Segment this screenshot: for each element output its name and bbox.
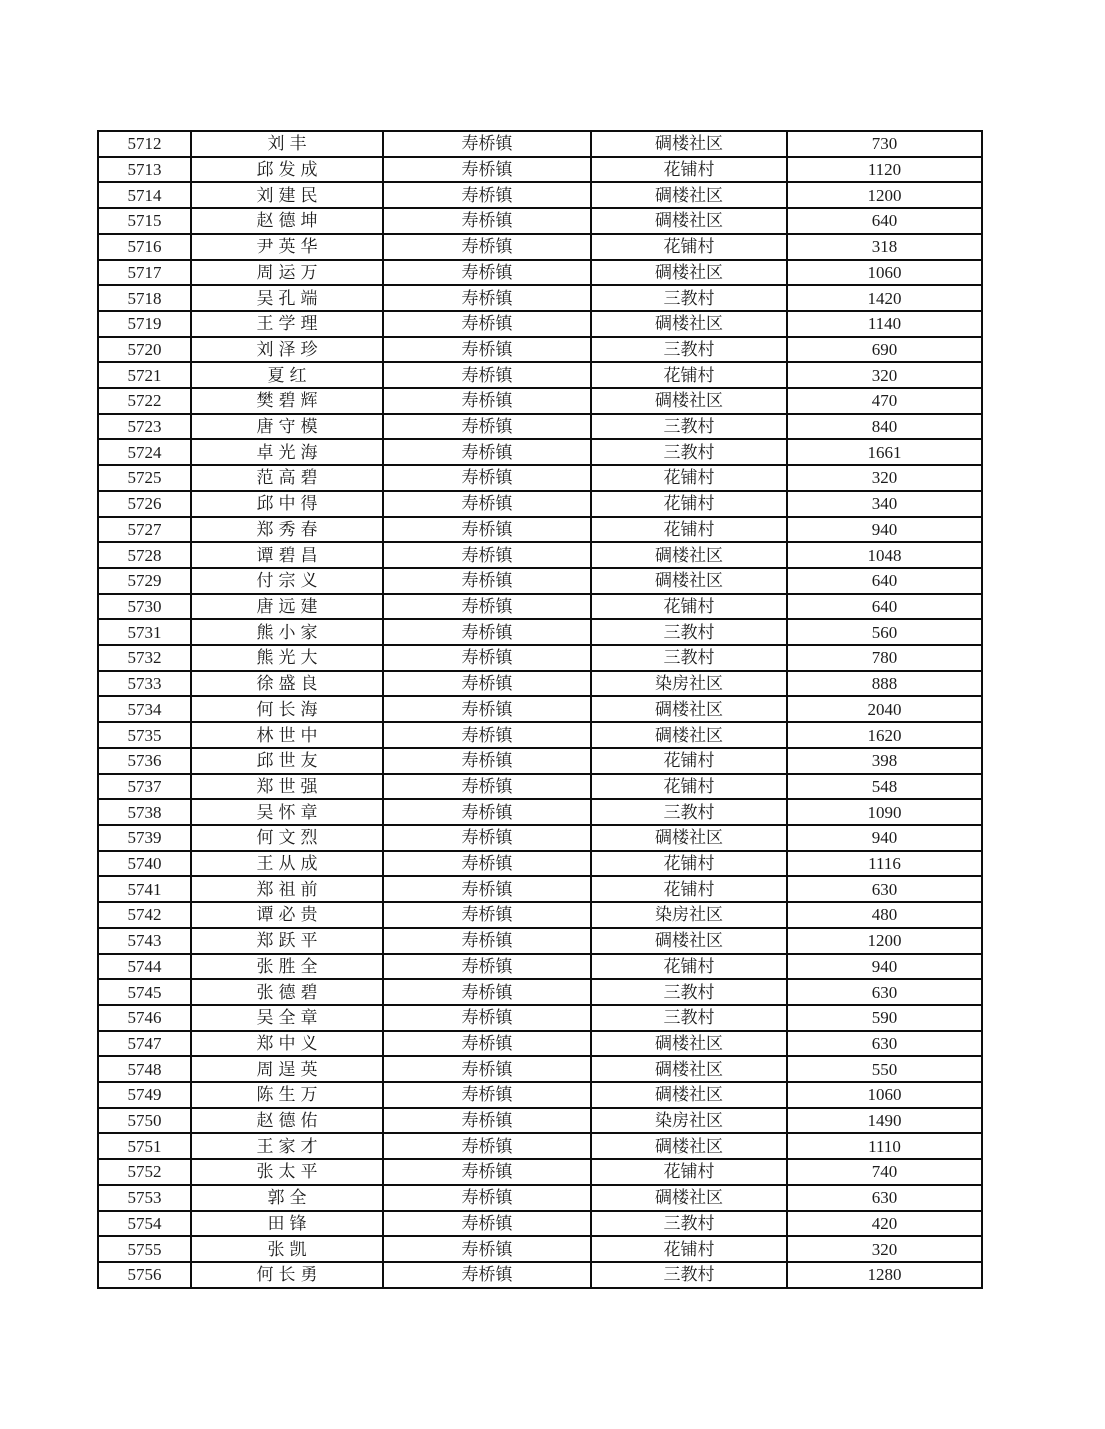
cell-town: 寿桥镇 <box>383 1236 591 1262</box>
cell-id: 5741 <box>98 876 191 902</box>
table-row <box>98 799 982 825</box>
cell-town: 寿桥镇 <box>383 1082 591 1108</box>
cell-id: 5715 <box>98 208 191 234</box>
table-row <box>98 594 982 620</box>
cell-village: 花铺村 <box>591 157 787 183</box>
cell-village: 三教村 <box>591 1005 787 1031</box>
cell-village: 花铺村 <box>591 234 787 260</box>
cell-id: 5729 <box>98 568 191 594</box>
cell-village: 碉楼社区 <box>591 131 787 157</box>
cell-town: 寿桥镇 <box>383 517 591 543</box>
cell-name: 谭碧昌 <box>191 542 383 568</box>
cell-amount: 320 <box>787 362 982 388</box>
cell-id: 5719 <box>98 311 191 337</box>
cell-village: 碉楼社区 <box>591 696 787 722</box>
cell-amount: 1120 <box>787 157 982 183</box>
cell-id: 5735 <box>98 722 191 748</box>
table-row <box>98 234 982 260</box>
cell-name: 张太平 <box>191 1159 383 1185</box>
cell-town: 寿桥镇 <box>383 1133 591 1159</box>
table-row <box>98 157 982 183</box>
cell-name: 王从成 <box>191 851 383 877</box>
cell-name: 郑中义 <box>191 1031 383 1057</box>
cell-name: 周运万 <box>191 260 383 286</box>
cell-id: 5751 <box>98 1133 191 1159</box>
cell-amount: 640 <box>787 594 982 620</box>
cell-village: 碉楼社区 <box>591 1031 787 1057</box>
cell-amount: 640 <box>787 568 982 594</box>
cell-amount: 780 <box>787 645 982 671</box>
table-row <box>98 1056 982 1082</box>
cell-name: 郭全 <box>191 1185 383 1211</box>
table-row <box>98 1185 982 1211</box>
cell-village: 碉楼社区 <box>591 542 787 568</box>
cell-amount: 1048 <box>787 542 982 568</box>
cell-amount: 1060 <box>787 1082 982 1108</box>
cell-id: 5742 <box>98 902 191 928</box>
cell-amount: 1661 <box>787 439 982 465</box>
cell-amount: 630 <box>787 979 982 1005</box>
cell-village: 三教村 <box>591 799 787 825</box>
table-row <box>98 1159 982 1185</box>
cell-town: 寿桥镇 <box>383 902 591 928</box>
cell-id: 5748 <box>98 1056 191 1082</box>
cell-name: 徐盛良 <box>191 671 383 697</box>
cell-town: 寿桥镇 <box>383 645 591 671</box>
cell-town: 寿桥镇 <box>383 876 591 902</box>
cell-amount: 590 <box>787 1005 982 1031</box>
cell-village: 碉楼社区 <box>591 208 787 234</box>
cell-town: 寿桥镇 <box>383 748 591 774</box>
cell-town: 寿桥镇 <box>383 799 591 825</box>
cell-amount: 1090 <box>787 799 982 825</box>
cell-name: 吴怀章 <box>191 799 383 825</box>
table-row <box>98 1031 982 1057</box>
cell-name: 付宗义 <box>191 568 383 594</box>
cell-amount: 1140 <box>787 311 982 337</box>
cell-town: 寿桥镇 <box>383 1262 591 1288</box>
cell-id: 5743 <box>98 928 191 954</box>
cell-name: 田锋 <box>191 1211 383 1237</box>
cell-town: 寿桥镇 <box>383 157 591 183</box>
cell-id: 5724 <box>98 439 191 465</box>
cell-town: 寿桥镇 <box>383 260 591 286</box>
table-row <box>98 285 982 311</box>
cell-name: 吴全章 <box>191 1005 383 1031</box>
cell-village: 三教村 <box>591 1262 787 1288</box>
cell-town: 寿桥镇 <box>383 671 591 697</box>
cell-town: 寿桥镇 <box>383 1159 591 1185</box>
cell-amount: 1200 <box>787 182 982 208</box>
cell-name: 刘建民 <box>191 182 383 208</box>
cell-village: 花铺村 <box>591 1159 787 1185</box>
table-row <box>98 748 982 774</box>
cell-name: 张德碧 <box>191 979 383 1005</box>
cell-name: 邱中得 <box>191 491 383 517</box>
cell-village: 碉楼社区 <box>591 825 787 851</box>
table-row <box>98 902 982 928</box>
cell-id: 5747 <box>98 1031 191 1057</box>
table-row <box>98 774 982 800</box>
cell-name: 郑秀春 <box>191 517 383 543</box>
cell-name: 熊光大 <box>191 645 383 671</box>
cell-name: 王学理 <box>191 311 383 337</box>
cell-amount: 640 <box>787 208 982 234</box>
cell-amount: 470 <box>787 388 982 414</box>
cell-id: 5717 <box>98 260 191 286</box>
cell-id: 5720 <box>98 337 191 363</box>
table-row <box>98 337 982 363</box>
table-row <box>98 825 982 851</box>
table-row <box>98 1005 982 1031</box>
cell-town: 寿桥镇 <box>383 465 591 491</box>
cell-village: 染房社区 <box>591 1108 787 1134</box>
cell-amount: 630 <box>787 1031 982 1057</box>
cell-village: 碉楼社区 <box>591 388 787 414</box>
cell-village: 三教村 <box>591 979 787 1005</box>
records-table <box>97 130 983 1289</box>
cell-village: 三教村 <box>591 439 787 465</box>
cell-name: 赵德佑 <box>191 1108 383 1134</box>
table-row <box>98 182 982 208</box>
cell-village: 三教村 <box>591 645 787 671</box>
cell-village: 花铺村 <box>591 1236 787 1262</box>
cell-village: 花铺村 <box>591 517 787 543</box>
cell-village: 三教村 <box>591 414 787 440</box>
cell-town: 寿桥镇 <box>383 774 591 800</box>
cell-amount: 940 <box>787 825 982 851</box>
cell-id: 5756 <box>98 1262 191 1288</box>
cell-id: 5745 <box>98 979 191 1005</box>
cell-name: 王家才 <box>191 1133 383 1159</box>
cell-amount: 318 <box>787 234 982 260</box>
table-row <box>98 928 982 954</box>
cell-amount: 630 <box>787 876 982 902</box>
cell-id: 5734 <box>98 696 191 722</box>
table-body <box>98 131 982 1288</box>
table-row <box>98 696 982 722</box>
cell-amount: 840 <box>787 414 982 440</box>
cell-amount: 730 <box>787 131 982 157</box>
cell-id: 5718 <box>98 285 191 311</box>
cell-name: 周逞英 <box>191 1056 383 1082</box>
table-row <box>98 671 982 697</box>
cell-name: 郑跃平 <box>191 928 383 954</box>
table-row <box>98 619 982 645</box>
cell-amount: 340 <box>787 491 982 517</box>
cell-id: 5727 <box>98 517 191 543</box>
cell-name: 范高碧 <box>191 465 383 491</box>
table-row <box>98 362 982 388</box>
cell-id: 5730 <box>98 594 191 620</box>
table-row <box>98 851 982 877</box>
cell-village: 碉楼社区 <box>591 1185 787 1211</box>
cell-id: 5728 <box>98 542 191 568</box>
cell-town: 寿桥镇 <box>383 388 591 414</box>
cell-name: 刘丰 <box>191 131 383 157</box>
cell-name: 张凯 <box>191 1236 383 1262</box>
cell-amount: 1490 <box>787 1108 982 1134</box>
cell-id: 5753 <box>98 1185 191 1211</box>
cell-town: 寿桥镇 <box>383 1211 591 1237</box>
cell-amount: 1200 <box>787 928 982 954</box>
table-row <box>98 542 982 568</box>
cell-town: 寿桥镇 <box>383 234 591 260</box>
table-row <box>98 208 982 234</box>
cell-village: 花铺村 <box>591 748 787 774</box>
cell-village: 三教村 <box>591 285 787 311</box>
cell-id: 5744 <box>98 954 191 980</box>
cell-name: 何长勇 <box>191 1262 383 1288</box>
cell-village: 花铺村 <box>591 876 787 902</box>
cell-id: 5713 <box>98 157 191 183</box>
cell-name: 赵德坤 <box>191 208 383 234</box>
cell-amount: 420 <box>787 1211 982 1237</box>
cell-amount: 888 <box>787 671 982 697</box>
cell-amount: 320 <box>787 1236 982 1262</box>
cell-town: 寿桥镇 <box>383 208 591 234</box>
cell-id: 5755 <box>98 1236 191 1262</box>
cell-id: 5714 <box>98 182 191 208</box>
cell-village: 花铺村 <box>591 465 787 491</box>
cell-id: 5716 <box>98 234 191 260</box>
cell-village: 碉楼社区 <box>591 260 787 286</box>
cell-id: 5712 <box>98 131 191 157</box>
cell-id: 5726 <box>98 491 191 517</box>
cell-town: 寿桥镇 <box>383 928 591 954</box>
cell-village: 碉楼社区 <box>591 1056 787 1082</box>
cell-village: 碉楼社区 <box>591 1082 787 1108</box>
table-row <box>98 311 982 337</box>
cell-village: 染房社区 <box>591 671 787 697</box>
cell-town: 寿桥镇 <box>383 619 591 645</box>
cell-id: 5746 <box>98 1005 191 1031</box>
cell-name: 卓光海 <box>191 439 383 465</box>
cell-id: 5721 <box>98 362 191 388</box>
cell-town: 寿桥镇 <box>383 362 591 388</box>
cell-amount: 1280 <box>787 1262 982 1288</box>
table-row <box>98 979 982 1005</box>
cell-id: 5754 <box>98 1211 191 1237</box>
cell-name: 谭必贵 <box>191 902 383 928</box>
cell-id: 5749 <box>98 1082 191 1108</box>
cell-id: 5731 <box>98 619 191 645</box>
cell-amount: 548 <box>787 774 982 800</box>
cell-amount: 1420 <box>787 285 982 311</box>
cell-town: 寿桥镇 <box>383 414 591 440</box>
cell-id: 5739 <box>98 825 191 851</box>
cell-town: 寿桥镇 <box>383 491 591 517</box>
table-row <box>98 131 982 157</box>
cell-id: 5722 <box>98 388 191 414</box>
cell-village: 碉楼社区 <box>591 1133 787 1159</box>
cell-name: 邱世友 <box>191 748 383 774</box>
cell-town: 寿桥镇 <box>383 1108 591 1134</box>
table-row <box>98 491 982 517</box>
cell-name: 樊碧辉 <box>191 388 383 414</box>
table-row <box>98 954 982 980</box>
cell-village: 碉楼社区 <box>591 928 787 954</box>
cell-name: 唐守模 <box>191 414 383 440</box>
cell-id: 5732 <box>98 645 191 671</box>
cell-name: 陈生万 <box>191 1082 383 1108</box>
cell-village: 碉楼社区 <box>591 182 787 208</box>
cell-id: 5752 <box>98 1159 191 1185</box>
cell-town: 寿桥镇 <box>383 1005 591 1031</box>
cell-amount: 940 <box>787 954 982 980</box>
table-row <box>98 876 982 902</box>
table-row <box>98 260 982 286</box>
cell-town: 寿桥镇 <box>383 285 591 311</box>
cell-town: 寿桥镇 <box>383 954 591 980</box>
table-row <box>98 645 982 671</box>
cell-town: 寿桥镇 <box>383 979 591 1005</box>
cell-name: 何文烈 <box>191 825 383 851</box>
cell-amount: 690 <box>787 337 982 363</box>
cell-name: 尹英华 <box>191 234 383 260</box>
cell-village: 三教村 <box>591 337 787 363</box>
cell-id: 5733 <box>98 671 191 697</box>
cell-amount: 1060 <box>787 260 982 286</box>
cell-village: 染房社区 <box>591 902 787 928</box>
table-row <box>98 1262 982 1288</box>
cell-town: 寿桥镇 <box>383 594 591 620</box>
cell-town: 寿桥镇 <box>383 439 591 465</box>
cell-id: 5725 <box>98 465 191 491</box>
cell-name: 何长海 <box>191 696 383 722</box>
table-row <box>98 1108 982 1134</box>
cell-amount: 630 <box>787 1185 982 1211</box>
table-row <box>98 1082 982 1108</box>
table-row <box>98 722 982 748</box>
cell-amount: 1620 <box>787 722 982 748</box>
cell-village: 花铺村 <box>591 954 787 980</box>
cell-name: 林世中 <box>191 722 383 748</box>
cell-village: 花铺村 <box>591 362 787 388</box>
cell-name: 唐远建 <box>191 594 383 620</box>
cell-village: 三教村 <box>591 1211 787 1237</box>
cell-amount: 1116 <box>787 851 982 877</box>
cell-amount: 740 <box>787 1159 982 1185</box>
cell-amount: 940 <box>787 517 982 543</box>
table-row <box>98 388 982 414</box>
cell-village: 花铺村 <box>591 594 787 620</box>
cell-village: 三教村 <box>591 619 787 645</box>
cell-village: 花铺村 <box>591 491 787 517</box>
cell-name: 张胜全 <box>191 954 383 980</box>
cell-name: 邱发成 <box>191 157 383 183</box>
cell-town: 寿桥镇 <box>383 1031 591 1057</box>
cell-amount: 398 <box>787 748 982 774</box>
cell-town: 寿桥镇 <box>383 722 591 748</box>
table-row <box>98 465 982 491</box>
cell-name: 郑祖前 <box>191 876 383 902</box>
cell-village: 花铺村 <box>591 774 787 800</box>
cell-id: 5750 <box>98 1108 191 1134</box>
cell-village: 碉楼社区 <box>591 722 787 748</box>
cell-id: 5737 <box>98 774 191 800</box>
cell-town: 寿桥镇 <box>383 696 591 722</box>
cell-amount: 2040 <box>787 696 982 722</box>
cell-id: 5723 <box>98 414 191 440</box>
table-row <box>98 517 982 543</box>
table-row <box>98 568 982 594</box>
cell-name: 刘泽珍 <box>191 337 383 363</box>
cell-name: 郑世强 <box>191 774 383 800</box>
cell-name: 夏红 <box>191 362 383 388</box>
cell-town: 寿桥镇 <box>383 182 591 208</box>
table-row <box>98 414 982 440</box>
table-row <box>98 1133 982 1159</box>
cell-town: 寿桥镇 <box>383 1056 591 1082</box>
cell-amount: 550 <box>787 1056 982 1082</box>
cell-village: 花铺村 <box>591 851 787 877</box>
cell-id: 5736 <box>98 748 191 774</box>
cell-id: 5738 <box>98 799 191 825</box>
cell-id: 5740 <box>98 851 191 877</box>
cell-town: 寿桥镇 <box>383 311 591 337</box>
cell-town: 寿桥镇 <box>383 1185 591 1211</box>
cell-amount: 1110 <box>787 1133 982 1159</box>
cell-town: 寿桥镇 <box>383 542 591 568</box>
table-row <box>98 1236 982 1262</box>
cell-town: 寿桥镇 <box>383 851 591 877</box>
cell-amount: 480 <box>787 902 982 928</box>
cell-village: 碉楼社区 <box>591 568 787 594</box>
table-row <box>98 439 982 465</box>
cell-town: 寿桥镇 <box>383 568 591 594</box>
cell-village: 碉楼社区 <box>591 311 787 337</box>
cell-amount: 320 <box>787 465 982 491</box>
cell-town: 寿桥镇 <box>383 825 591 851</box>
cell-town: 寿桥镇 <box>383 131 591 157</box>
table-row <box>98 1211 982 1237</box>
cell-town: 寿桥镇 <box>383 337 591 363</box>
cell-amount: 560 <box>787 619 982 645</box>
cell-name: 吴孔端 <box>191 285 383 311</box>
cell-name: 熊小家 <box>191 619 383 645</box>
